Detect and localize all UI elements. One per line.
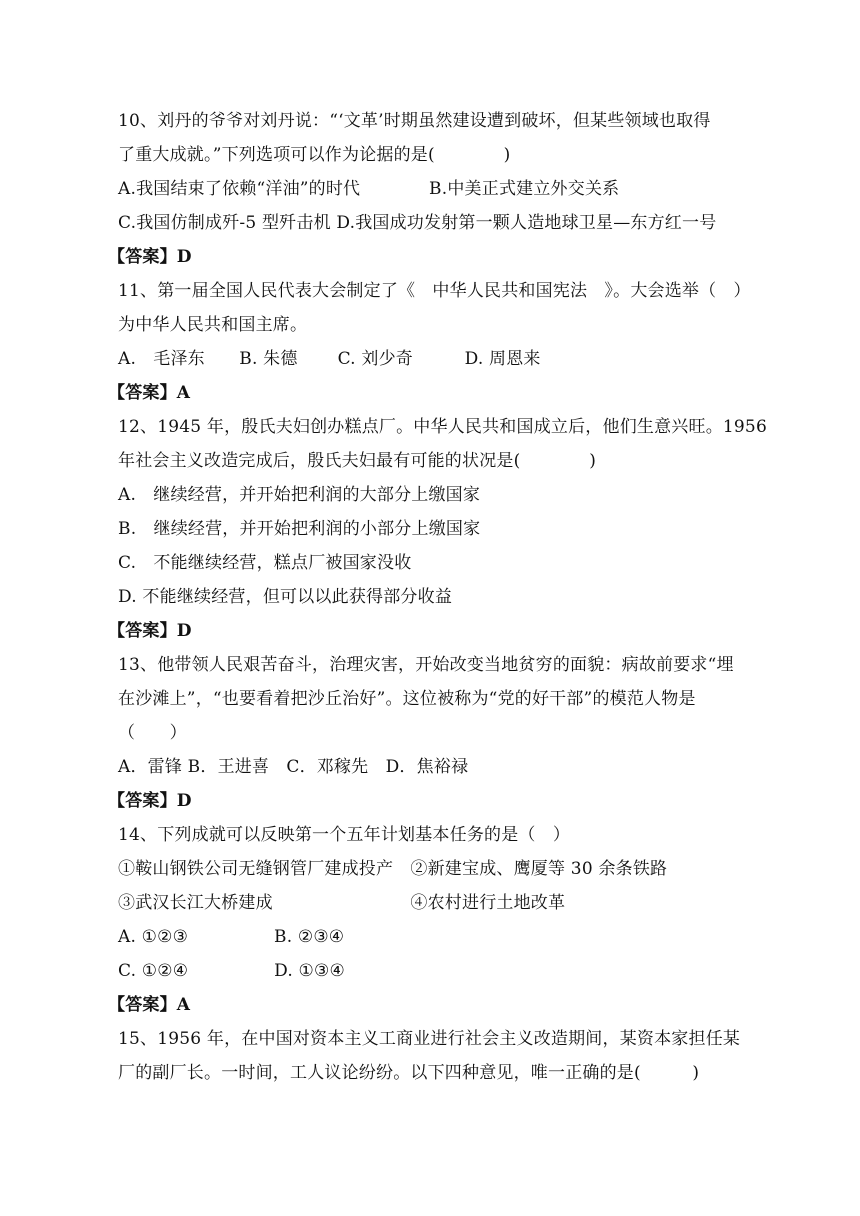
question-12-stem-line-1: 12、1945 年，殷氏夫妇创办糕点厂。中华人民共和国成立后，他们生意兴旺。1956 <box>118 417 767 437</box>
question-14-options-line-1: A. ①②③ B. ②③④ <box>118 927 345 947</box>
question-11-options: A. 毛泽东 B. 朱德 C. 刘少奇 D. 周恩来 <box>118 349 541 369</box>
question-12-option-a: A. 继续经营，并开始把利润的大部分上缴国家 <box>118 485 481 505</box>
question-12-option-d: D. 不能继续经营，但可以以此获得部分收益 <box>118 587 453 607</box>
question-14-answer: 【答案】A <box>108 995 191 1015</box>
question-10-answer: 【答案】D <box>108 247 192 267</box>
question-15-stem-line-1: 15、1956 年，在中国对资本主义工商业进行社会主义改造期间，某资本家担任某 <box>118 1029 741 1049</box>
question-12-option-c: C. 不能继续经营，糕点厂被国家没收 <box>118 553 412 573</box>
question-13-options: A．雷锋 B．王进喜 C．邓稼先 D．焦裕禄 <box>118 757 469 777</box>
question-13-stem-line-2: 在沙滩上”，“也要看着把沙丘治好”。这位被称为“党的好干部”的模范人物是 <box>118 689 696 709</box>
question-10-stem-line-1: 10、刘丹的爷爷对刘丹说：“‘文革’时期虽然建设遭到破坏，但某些领域也取得 <box>118 111 711 131</box>
question-11-stem-line-1: 11、第一届全国人民代表大会制定了《 中华人民共和国宪法 》。大会选举（ ） <box>118 281 751 301</box>
question-12-option-b: B. 继续经营，并开始把利润的小部分上缴国家 <box>118 519 481 539</box>
question-10-options-line-1: A.我国结束了依赖“洋油”的时代 B.中美正式建立外交关系 <box>118 179 620 199</box>
question-13-stem-line-3: （ ） <box>118 723 187 743</box>
question-14-items-line-2: ③武汉长江大桥建成 ④农村进行土地改革 <box>118 893 566 913</box>
question-14-options-line-2: C. ①②④ D. ①③④ <box>118 961 345 981</box>
question-12-stem-line-2: 年社会主义改造完成后，殷氏夫妇最有可能的状况是( ) <box>118 451 597 471</box>
question-11-stem-line-2: 为中华人民共和国主席。 <box>118 315 308 335</box>
question-15-stem-line-2: 厂的副厂长。一时间，工人议论纷纷。以下四种意见，唯一正确的是( ) <box>118 1063 700 1083</box>
question-10-options-line-2: C.我国仿制成歼-5 型歼击机 D.我国成功发射第一颗人造地球卫星—东方红一号 <box>118 213 717 233</box>
question-11-answer: 【答案】A <box>108 383 191 403</box>
question-14-stem: 14、下列成就可以反映第一个五年计划基本任务的是（ ） <box>118 825 571 845</box>
question-13-answer: 【答案】D <box>108 791 192 811</box>
question-14-items-line-1: ①鞍山钢铁公司无缝钢管厂建成投产 ②新建宝成、鹰厦等 30 余条铁路 <box>118 859 668 879</box>
question-12-answer: 【答案】D <box>108 621 192 641</box>
question-10-stem-line-2: 了重大成就。”下列选项可以作为论据的是( ) <box>118 145 511 165</box>
question-13-stem-line-1: 13、他带领人民艰苦奋斗，治理灾害，开始改变当地贫穷的面貌：病故前要求“埋 <box>118 655 734 675</box>
